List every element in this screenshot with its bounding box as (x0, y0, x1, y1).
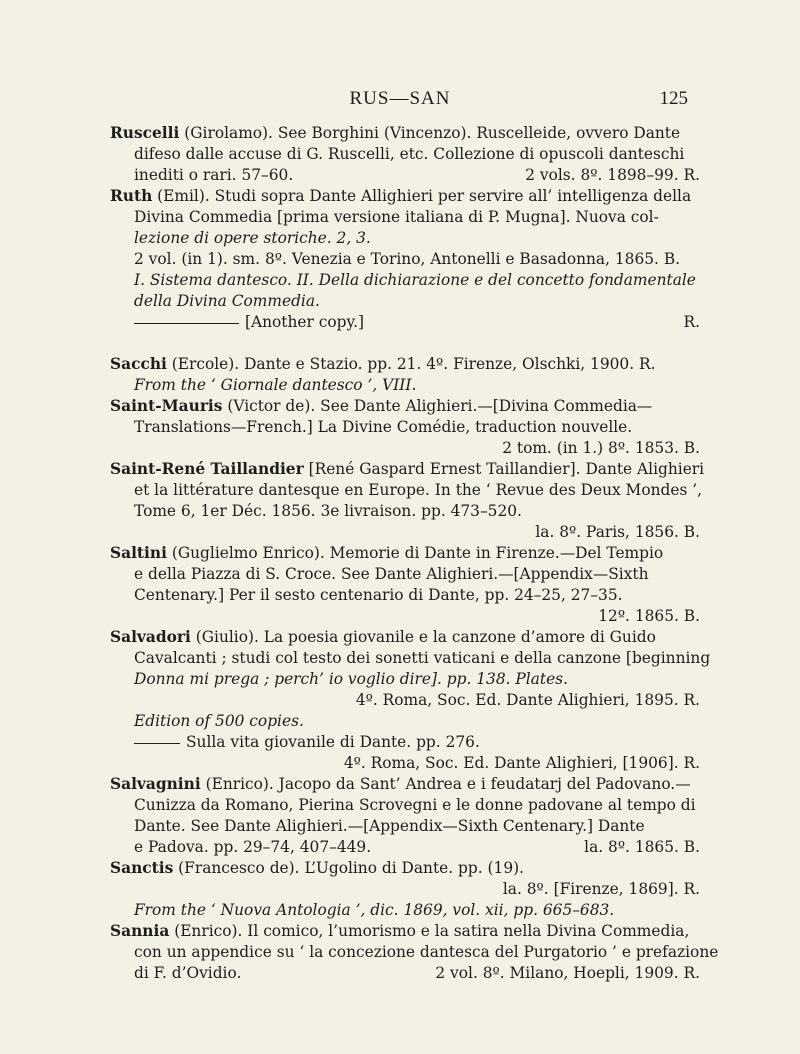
entry-heading: Saint-René Taillandier (110, 460, 304, 478)
entry-heading: Sacchi (110, 355, 167, 373)
entry-saint-mauris: Saint-Mauris (Victor de). See Dante Alighieri.—[Divina Commedia— Translations—French.] La Divine Comédie, traduction nouvelle. 2 tom. (in 1.) 8º. 1853. B. (110, 397, 700, 457)
entry-heading: Sanctis (110, 859, 174, 877)
entry-sacchi: Sacchi (Ercole). Dante e Stazio. pp. 21. 4º. Firenze, Olschki, 1900. R. From the ‘ Giornale dantesco ’, VIII. (110, 355, 656, 394)
entry-salvadori: Salvadori (Giulio). La poesia giovanile e la canzone d’amore di Guido Cavalcanti ; studi col testo dei sonetti vaticani e della canzone [beginning Donna mi prega ; perch’ io voglio dire]. pp. 138. Plates. 4º. Roma, Soc. Ed. Dante Alighieri, 1895. R. Edition of 500 copies. Sulla vita giovanile di Dante. pp. 276. 4º. Roma, Soc. Ed. Dante Alighieri, [1906]. R. (110, 628, 711, 772)
entry-heading: Ruth (110, 187, 153, 205)
entry-heading: Saint-Mauris (110, 397, 223, 415)
entry-heading: Ruscelli (110, 124, 180, 142)
page-number: 125 (659, 88, 688, 109)
entry-sannia: Sannia (Enrico). Il comico, l’umorismo e la satira nella Divina Commedia, con un appendice su ‘ la concezione dantesca del Purgatorio ’ e prefazione di F. d’Ovidio. 2 vol. 8º. Milano, Hoepli, 1909. R. (110, 922, 719, 982)
entry-heading: Saltini (110, 544, 167, 562)
entries-column (110, 123, 719, 984)
entry-heading: Salvadori (110, 628, 191, 646)
entry-saltini: Saltini (Guglielmo Enrico). Memorie di Dante in Firenze.—Del Tempio e della Piazza di S. Croce. See Dante Alighieri.—[Appendix—Sixth Centenary.] Per il sesto centenario di Dante, pp. 24–25, 27–35. 12º. 1865. B. (110, 544, 700, 625)
entry-heading: Sannia (110, 922, 170, 940)
entry-heading: Salvagnini (110, 775, 201, 793)
running-header (0, 88, 800, 114)
entry-ruscelli: Ruscelli (Girolamo). See Borghini (Vincenzo). Ruscelleide, ovvero Dante difeso dalle accuse di G. Ruscelli, etc. Collezione di opuscoli danteschi inediti o rari. 57–60. 2 vols. 8º. 1898–99. R. (110, 124, 700, 184)
entry-ruth: Ruth (Emil). Studi sopra Dante Allighieri per servire all’ intelligenza della Divina Commedia [prima versione italiana di P. Mugna]. Nuova col- lezione di opere storiche. 2, 3. 2 vol. (in 1). sm. 8º. Venezia e Torino, Antonelli e Basadonna, 1865. B. I. Sistema dantesco. II. Della dichiarazione e del concetto fondamentale della Divina Commedia. [Another copy.] R. (110, 187, 700, 331)
header-title: RUS—SAN (349, 88, 451, 109)
entry-salvagnini: Salvagnini (Enrico). Jacopo da Sant’ Andrea e i feudatarj del Padovano.— Cunizza da Romano, Pierina Scrovegni e le donne padovane al tempo di Dante. See Dante Alighieri.—[Appendix—Sixth Centenary.] Dante e Padova. pp. 29–74, 407–449. la. 8º. 1865. B. (110, 775, 700, 856)
entry-saint-rene-taillandier: Saint-René Taillandier [René Gaspard Ernest Taillandier]. Dante Alighieri et la littérature dantesque en Europe. In the ‘ Revue des Deux Mondes ’, Tome 6, 1er Déc. 1856. 3e livraison. pp. 473–520. la. 8º. Paris, 1856. B. (110, 460, 705, 541)
section-gap (110, 333, 700, 354)
ditto-rule (134, 743, 180, 744)
ditto-rule (134, 323, 239, 324)
entry-sanctis: Sanctis (Francesco de). L’Ugolino di Dante. pp. (19). la. 8º. [Firenze, 1869]. R. From the ‘ Nuova Antologia ’, dic. 1869, vol. xii, pp. 665–683. (110, 859, 700, 919)
